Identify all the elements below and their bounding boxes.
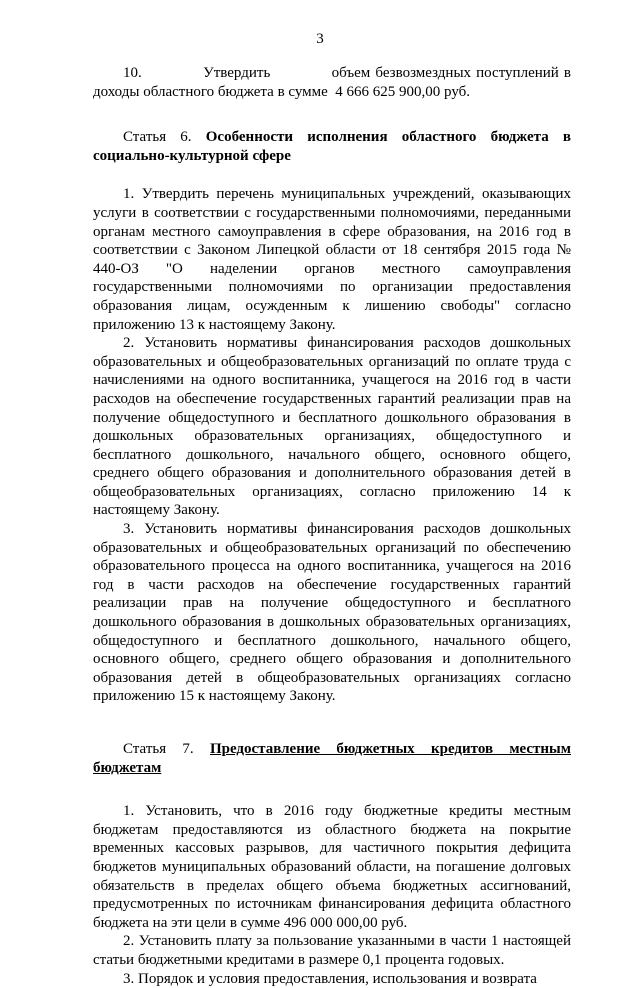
article-6-paragraph-3: 3. Установить нормативы финансирования расходов дошкольных образовательных и общеобразовательных организаций по обеспечению образовательного процесса на одного воспитанника, учащегося на 2016 год в части расходов на обеспечение государственных гарантий реализации прав на получение общедоступного и бесплатного дошкольного образования в дошкольных образовательных организациях, общедоступного и бесплатного дошкольного, начального общего, основного общего, среднего общего образования и дополнительного образования детей в общеобразовательных организациях согласно приложению 15 к настоящему Закону. bbox=[93, 521, 571, 705]
article-6-title: Особенности исполнения областного бюджета в социально-культурной сфере bbox=[93, 129, 571, 164]
article-6-paragraph-1: 1. Утвердить перечень муниципальных учреждений, оказывающих услуги в соответствии с государственными полномочиями, переданными органам местного самоуправления в сфере образования, на 2016 год в соответствии с Законом Липецкой области от 18 сентября 2015 года № 440-ОЗ "О наделении органов местного самоуправления государственными полномочиями по организации предоставления образования лицам, осужденным к лишению свободы" согласно приложению 13 к настоящему Закону. bbox=[93, 186, 571, 333]
document-body bbox=[93, 64, 575, 988]
article-6-label: Статья 6. bbox=[123, 129, 192, 146]
article-6-heading bbox=[93, 128, 571, 165]
article-7-heading bbox=[93, 740, 571, 777]
article-7-paragraph-2: 2. Установить плату за пользование указанными в части 1 настоящей статьи бюджетными кредитами в размере 0,1 процента годовых. bbox=[93, 933, 571, 968]
article-6-paragraph-2: 2. Установить нормативы финансирования расходов дошкольных образовательных и общеобразовательных организаций по оплате труда с начислениями на одного воспитанника, учащегося на 2016 год в части расходов на обеспечение государственных гарантий реализации прав на получение общедоступного и бесплатного дошкольного образования в дошкольных образовательных организациях, общедоступного и бесплатного дошкольного, начального общего, основного общего, среднего общего образования и дополнительного образования детей в общеобразовательных организациях, согласно приложению 14 к настоящему Закону. bbox=[93, 335, 571, 519]
page-number: 3 bbox=[316, 31, 324, 47]
article-7-label: Статья 7. bbox=[123, 741, 194, 757]
article-7-paragraph-1: 1. Установить, что в 2016 году бюджетные кредиты местным бюджетам предоставляются из областного бюджета на покрытие временных кассовых разрывов, для частичного покрытия дефицита бюджетов муниципальных образований области, на погашение долговых обязательств в пределах общего объема бюджетных ассигнований, предусмотренных по источникам финансирования дефицита областного бюджета на эти цели в сумме 496 000 000,00 руб. bbox=[93, 803, 571, 931]
article-7-title: Предоставление бюджетных кредитов местным бюджетам bbox=[93, 741, 571, 776]
article-7-paragraph-3: 3. Порядок и условия предоставления, использования и возврата bbox=[123, 970, 537, 987]
item-10-paragraph: 10. Утвердить объем безвозмездных поступлений в доходы областного бюджета в сумме 4 666 625 900,00 руб. bbox=[93, 65, 575, 100]
